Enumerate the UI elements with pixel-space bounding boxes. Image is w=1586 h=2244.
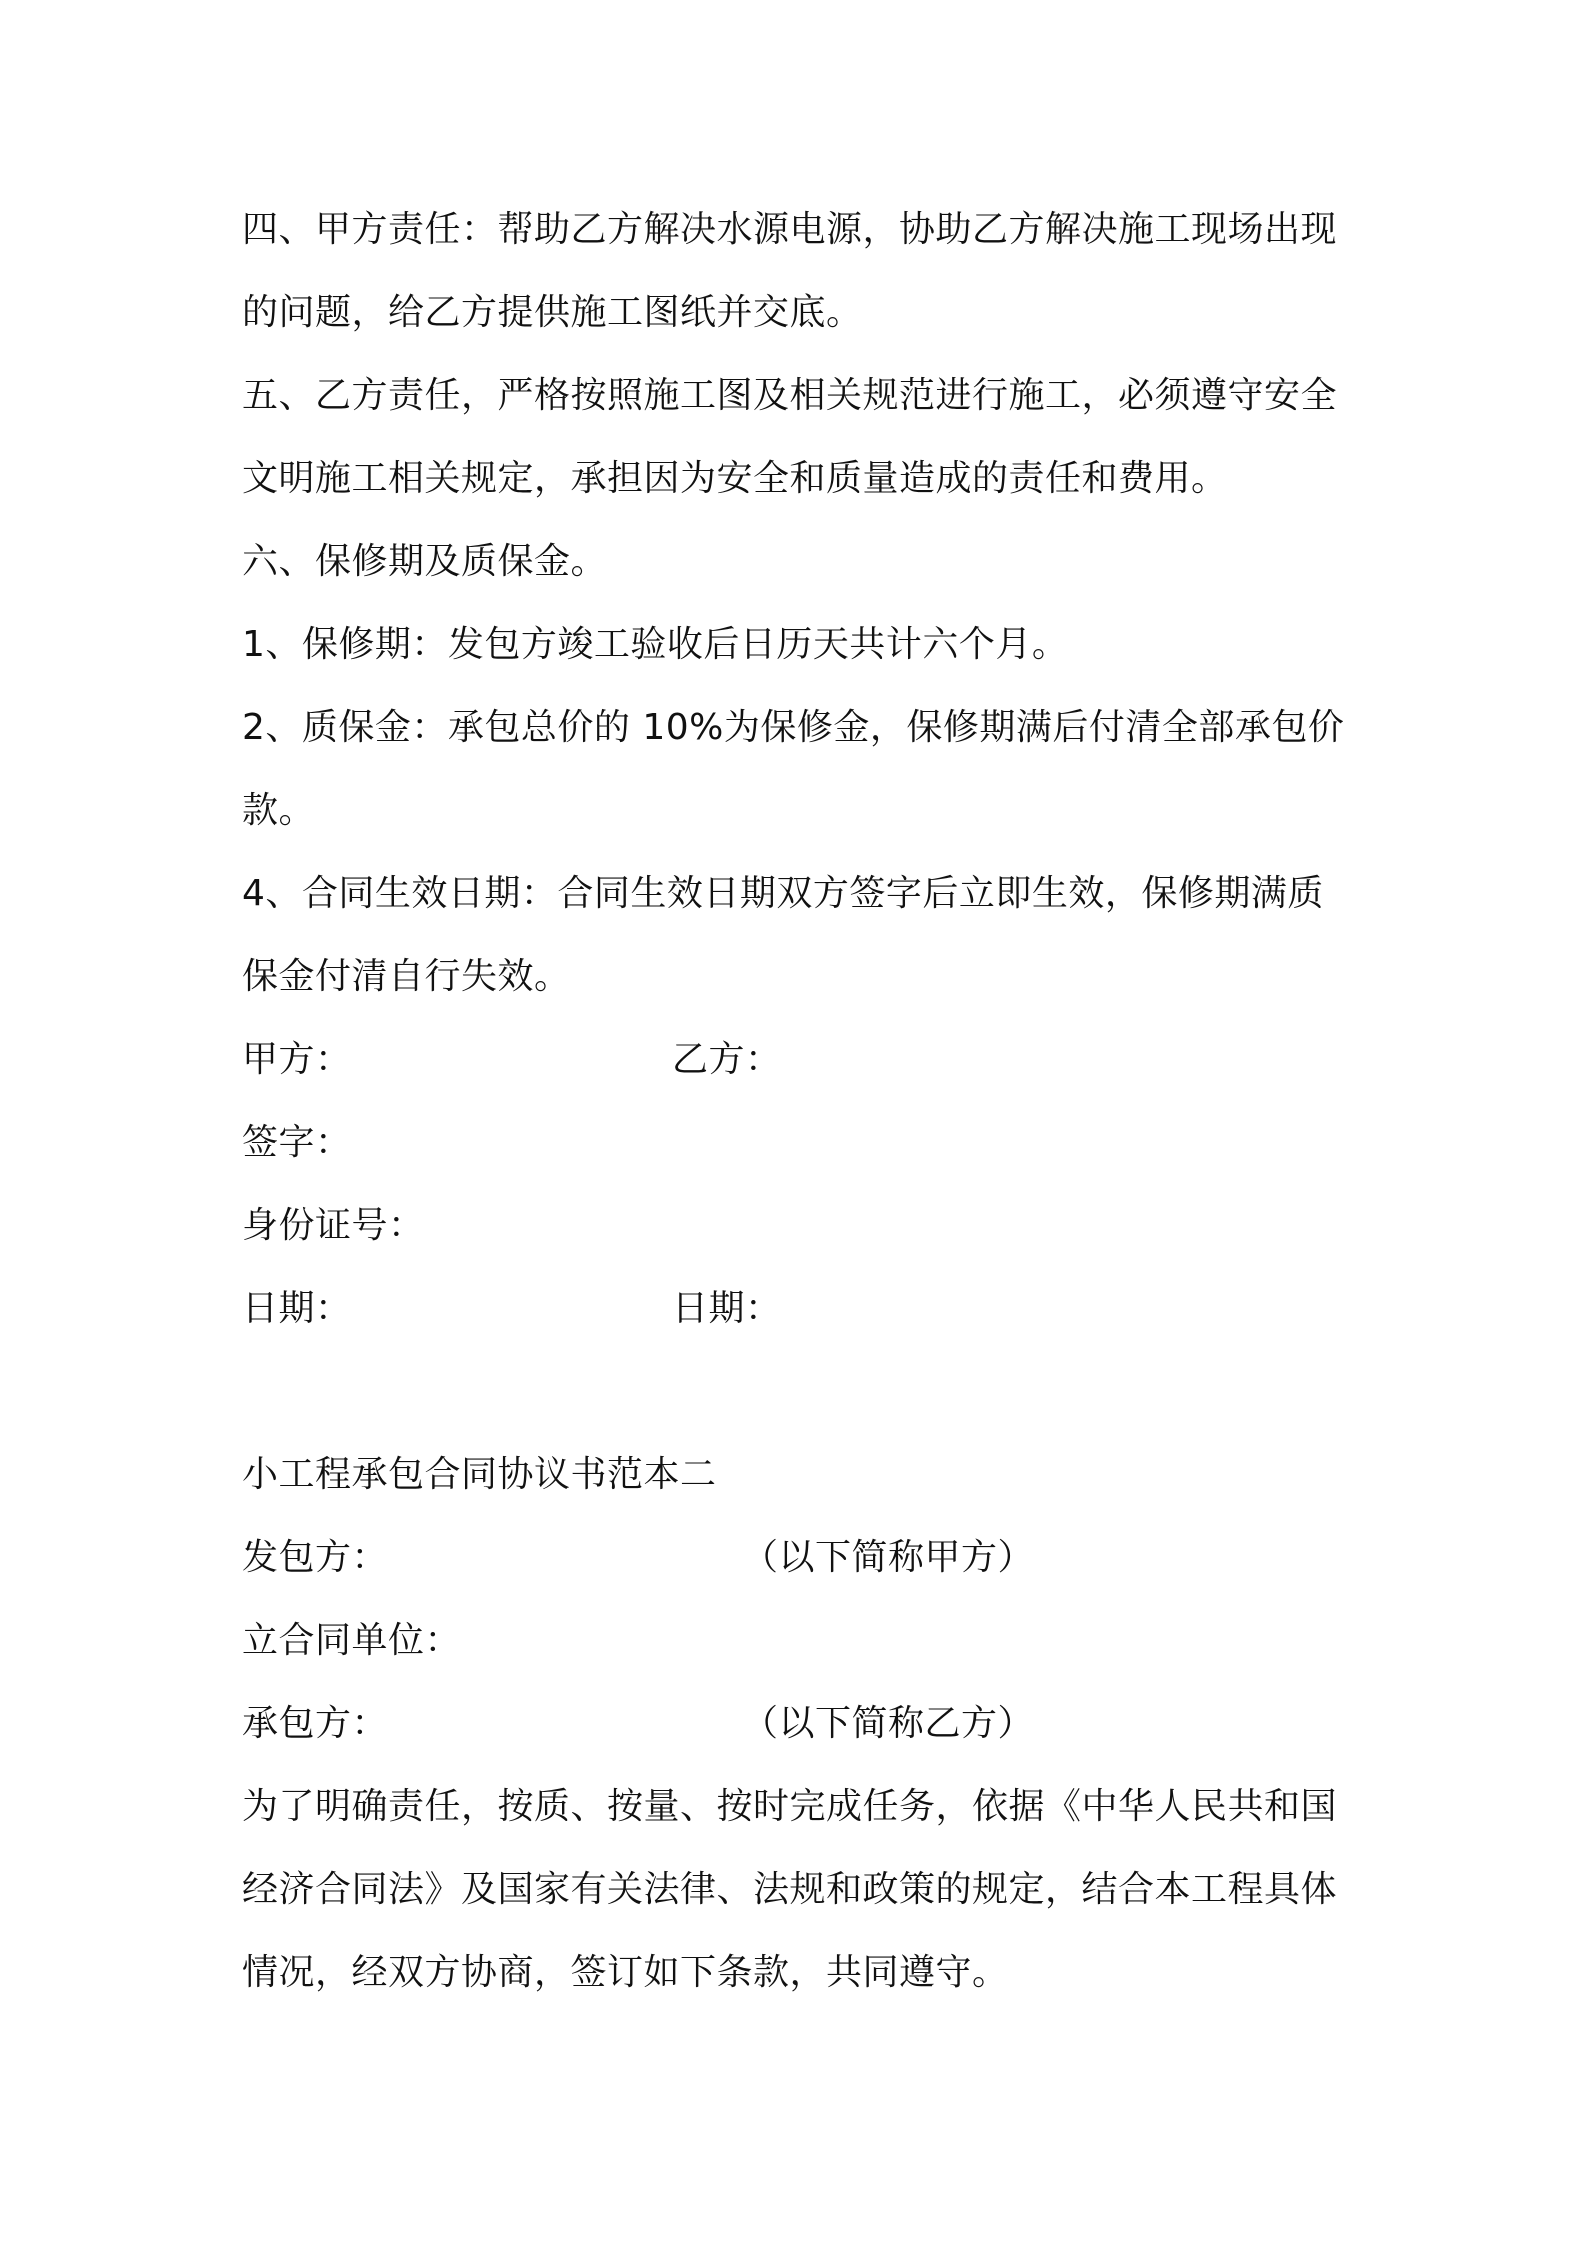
contractor-label: 承包方： (242, 1703, 389, 1744)
section4-line1: 四、甲方责任：帮助乙方解决水源电源，协助乙方解决施工现场出现 (242, 209, 1338, 250)
id-number-label: 身份证号： (242, 1205, 425, 1246)
party-a-label: 甲方： (242, 1039, 352, 1080)
employer-label: 发包方： (242, 1537, 389, 1578)
section5-line1: 五、乙方责任，严格按照施工图及相关规范进行施工，必须遵守安全 (242, 375, 1338, 416)
section6-item2-line2: 款。 (242, 790, 316, 831)
section5-line2: 文明施工相关规定，承担因为安全和质量造成的责任和费用。 (242, 458, 1228, 499)
employer-note: （以下简称甲方） (742, 1537, 1035, 1578)
section6-item1: 1、保修期：发包方竣工验收后日历天共计六个月。 (242, 624, 1069, 665)
section6-heading: 六、保修期及质保金。 (242, 541, 608, 582)
section6-item4-line1: 4、合同生效日期：合同生效日期双方签字后立即生效，保修期满质 (242, 873, 1324, 914)
intro-line1: 为了明确责任，按质、按量、按时完成任务，依据《中华人民共和国 (242, 1786, 1338, 1827)
sign-label: 签字： (242, 1122, 352, 1163)
section6-item4-line2: 保金付清自行失效。 (242, 956, 571, 997)
contract-unit-label: 立合同单位： (242, 1620, 462, 1661)
date-b-label: 日期： (672, 1288, 782, 1329)
contractor-note: （以下简称乙方） (742, 1703, 1035, 1744)
sample2-title: 小工程承包合同协议书范本二 (242, 1454, 717, 1495)
section6-item2-line1: 2、质保金：承包总价的 10%为保修金，保修期满后付清全部承包价 (242, 707, 1345, 748)
party-b-label: 乙方： (672, 1039, 782, 1080)
section4-line2: 的问题，给乙方提供施工图纸并交底。 (242, 292, 863, 333)
date-a-label: 日期： (242, 1288, 352, 1329)
intro-line2: 经济合同法》及国家有关法律、法规和政策的规定，结合本工程具体 (242, 1869, 1338, 1910)
intro-line3: 情况，经双方协商，签订如下条款，共同遵守。 (242, 1952, 1009, 1993)
